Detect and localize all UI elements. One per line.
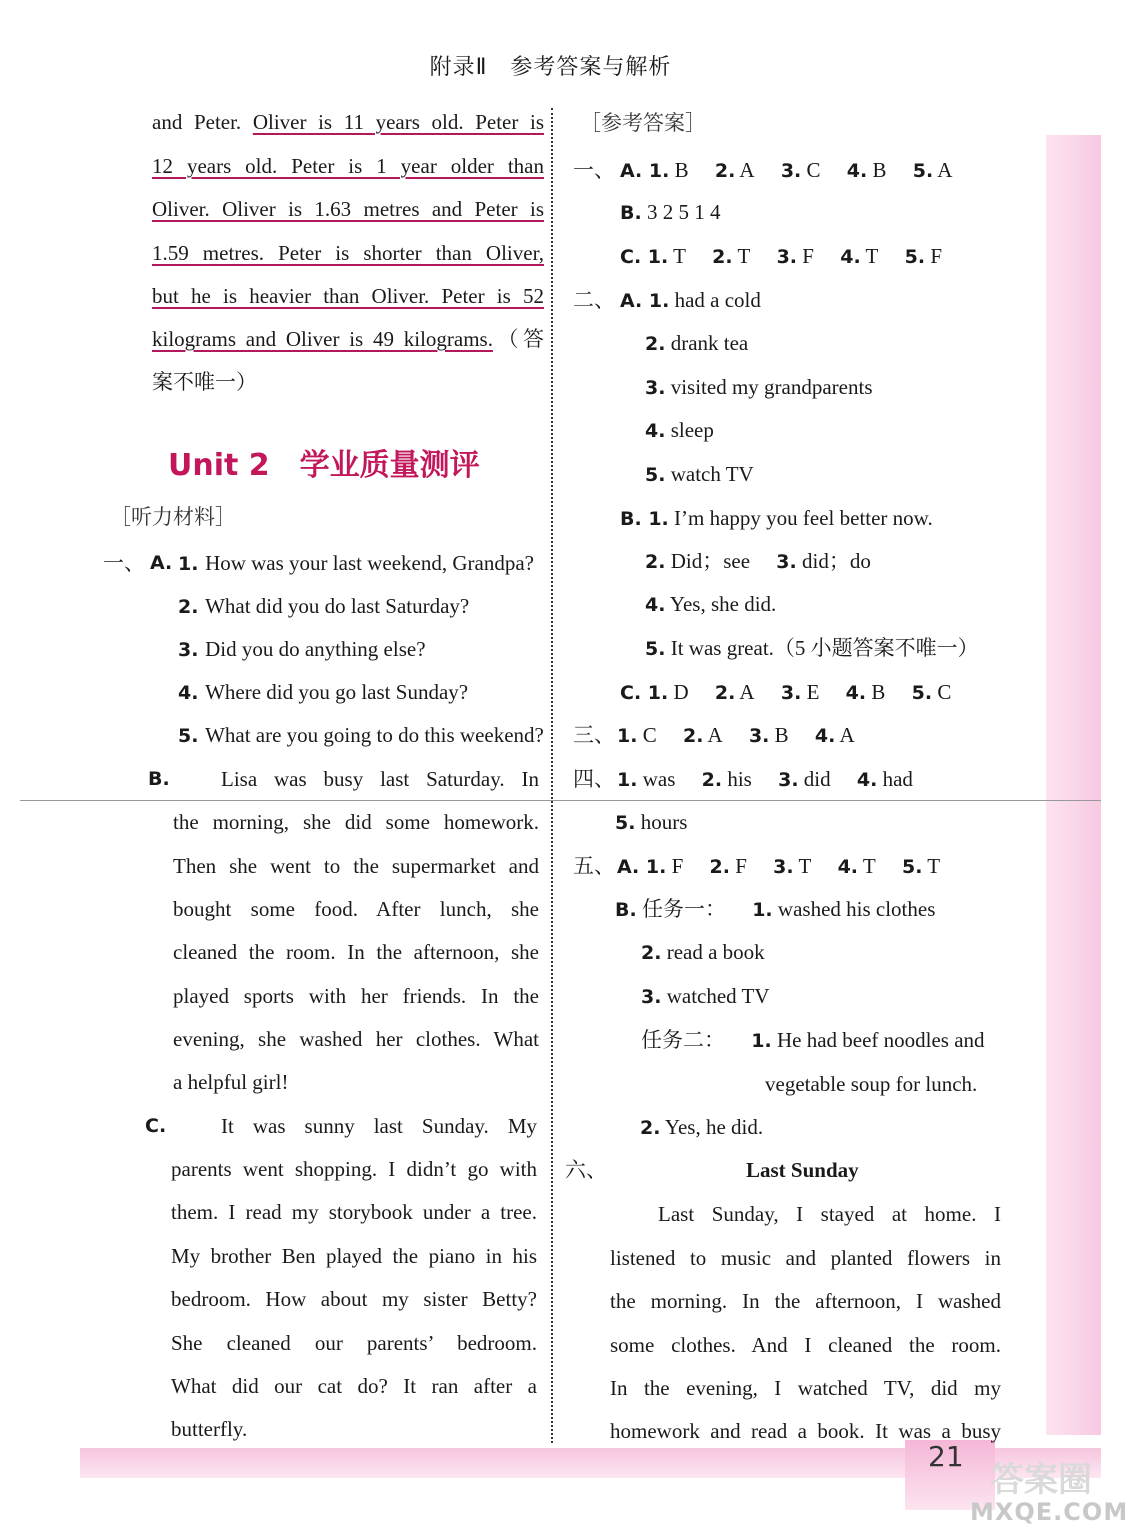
answer-value: watched TV	[661, 984, 770, 1008]
item-text: Did you do anything else?	[205, 637, 426, 661]
answer-value: A	[933, 158, 953, 182]
answer-number: 5.	[912, 160, 934, 182]
item-number: 2.	[178, 596, 206, 618]
section-label: 四、	[573, 767, 615, 791]
answer-gap	[675, 767, 701, 791]
answer-value: A	[703, 723, 723, 747]
answer-row	[617, 720, 855, 751]
essay-line: In the evening, I watched TV, did my	[610, 1376, 1001, 1400]
answer-number: 5.	[901, 856, 923, 878]
paragraph-line	[152, 194, 544, 224]
answer-value: F	[797, 244, 814, 268]
answer-number: 5.	[645, 464, 666, 486]
answer-row	[620, 503, 933, 534]
answer-row	[765, 1069, 977, 1099]
unit-subtitle: 学业质量测评	[299, 448, 480, 483]
answer-gap	[689, 680, 715, 704]
item-number: 3.	[178, 639, 206, 661]
answer-row	[645, 328, 748, 359]
answer-gap	[887, 158, 913, 182]
answer-row	[620, 241, 942, 272]
answer-gap	[814, 244, 840, 268]
answer-gap	[755, 158, 781, 182]
answer-number: A. 1.	[617, 856, 667, 878]
answer-row	[645, 546, 871, 577]
answer-number: 3.	[773, 856, 794, 878]
item-text: How was your last weekend, Grandpa?	[205, 551, 534, 575]
essay-line: some clothes. And I cleaned the room.	[610, 1333, 1001, 1357]
answer-number: 1.	[751, 1030, 772, 1052]
answer-gap	[755, 680, 781, 704]
answer-gap	[686, 244, 712, 268]
answer-number: 1.	[617, 769, 638, 791]
answer-value: C	[801, 158, 821, 182]
answer-number: 3.	[748, 725, 770, 747]
part-c-label: C.	[145, 1115, 167, 1137]
passage-c-line: It was sunny last Sunday. My	[221, 1114, 537, 1138]
answer-value: A	[735, 158, 755, 182]
answer-value: T	[668, 244, 686, 268]
answer-gap	[821, 158, 847, 182]
answer-row	[645, 459, 754, 490]
passage-c-line: parents went shopping. I didn’t go with	[171, 1157, 537, 1181]
answer-value: had a cold	[669, 288, 761, 312]
answer-number: B.	[615, 899, 637, 921]
answer-number: 1.	[617, 725, 638, 747]
item-text: What are you going to do this weekend?	[205, 723, 544, 747]
section-label: 五、	[573, 854, 615, 878]
answer-value: 3 2 5 1 4	[641, 200, 721, 224]
answer-number: C. 1.	[620, 682, 669, 704]
answer-number: 4.	[837, 856, 859, 878]
underlined-answer: kilograms and Oliver is 49 kilograms.	[152, 327, 493, 351]
answer-number: C. 1.	[620, 246, 669, 268]
passage-b-line: a helpful girl!	[173, 1070, 289, 1094]
answer-gap	[811, 854, 837, 878]
answer-gap	[878, 244, 904, 268]
item-text: Where did you go last Sunday?	[205, 680, 469, 704]
answer-value: B	[669, 158, 689, 182]
paragraph-line	[152, 367, 257, 397]
underlined-answer: Oliver is 11 years old. Peter is	[252, 110, 544, 134]
passage-c-line: butterfly.	[171, 1417, 248, 1441]
page-edge-decoration	[1046, 135, 1101, 1435]
passage-c-line: What did our cat do? It ran after a	[171, 1374, 537, 1398]
answer-number: 3.	[776, 551, 797, 573]
answer-value: did；do	[796, 549, 871, 573]
listening-item	[178, 634, 426, 665]
answer-number: 5.	[904, 246, 926, 268]
answer-row	[620, 155, 952, 186]
answer-number: 3.	[778, 769, 799, 791]
answer-number: 2.	[712, 246, 733, 268]
answer-gap	[725, 1028, 751, 1052]
answer-value: A	[835, 723, 855, 747]
underlined-answer: 1.59 metres. Peter is shorter than Oliver,	[152, 241, 544, 265]
essay-title: Last Sunday	[746, 1158, 859, 1182]
answer-value: hours	[635, 810, 688, 834]
answer-row	[641, 981, 770, 1012]
section-label: 一、	[573, 158, 615, 182]
answer-number: 5.	[615, 812, 636, 834]
answer-value: watch TV	[665, 462, 754, 486]
answer-number: 4.	[645, 420, 666, 442]
answer-gap	[683, 854, 709, 878]
answer-number: B. 1.	[620, 508, 669, 530]
answer-number: 4.	[840, 246, 861, 268]
answer-value: B	[769, 723, 789, 747]
passage-b-line: played sports with her friends. In the	[173, 984, 539, 1008]
answer-value: F	[925, 244, 943, 268]
answer-gap	[885, 680, 911, 704]
watermark-url: MXQE.COM	[970, 1498, 1128, 1526]
answer-value: vegetable soup for lunch.	[765, 1072, 978, 1096]
answer-gap	[752, 767, 778, 791]
answer-number: 2.	[641, 942, 662, 964]
answer-value: washed his clothes	[772, 897, 936, 921]
answer-value: drank tea	[665, 331, 749, 355]
answer-gap	[747, 854, 773, 878]
answer-row	[615, 807, 687, 838]
answer-row	[617, 764, 913, 795]
answer-gap	[876, 854, 902, 878]
answer-value: 任务一：	[636, 897, 726, 921]
answer-value: F	[666, 854, 684, 878]
answer-row	[645, 633, 979, 664]
answer-number: 2.	[714, 160, 736, 182]
answer-row	[641, 937, 765, 968]
page-header: 附录Ⅱ 参考答案与解析	[429, 55, 672, 80]
passage-c-line: bedroom. How about my sister Betty?	[171, 1287, 537, 1311]
answer-number: 3.	[641, 986, 662, 1008]
answer-gap	[723, 723, 749, 747]
answer-gap	[726, 897, 752, 921]
answer-value: 任务二：	[641, 1028, 725, 1052]
section-one-label: 一、	[103, 551, 145, 575]
answer-value: E	[801, 680, 820, 704]
answer-number: 2.	[701, 769, 723, 791]
underlined-answer: 12 years old. Peter is 1 year older than	[152, 154, 544, 178]
answer-number: B.	[620, 202, 642, 224]
answer-value: He had beef noodles and	[771, 1028, 985, 1052]
answer-row	[615, 894, 935, 925]
answer-number: 2.	[714, 682, 736, 704]
listening-item	[178, 720, 544, 751]
passage-c-line: My brother Ben played the piano in his	[171, 1244, 537, 1268]
answer-value: B	[867, 158, 887, 182]
answer-gap	[689, 158, 715, 182]
answer-number: 3.	[780, 160, 802, 182]
underlined-answer: Oliver. Oliver is 1.63 metres and Peter is	[152, 197, 544, 221]
answer-number: 4.	[814, 725, 836, 747]
answer-row	[620, 197, 720, 228]
answer-number: 4.	[645, 594, 666, 616]
item-number: 1.	[178, 553, 206, 575]
section-label: 三、	[573, 723, 615, 747]
passage-b-line: the morning, she did some homework.	[173, 810, 539, 834]
passage-b-line: Then she went to the supermarket and	[173, 854, 539, 878]
paragraph-line	[152, 281, 544, 311]
answer-value: A	[735, 680, 755, 704]
paragraph-line	[152, 324, 544, 354]
answer-value: T	[793, 854, 812, 878]
paragraph-text: and Peter.	[152, 110, 253, 134]
answer-gap	[831, 767, 857, 791]
answer-number: 1.	[752, 899, 773, 921]
fold-line	[20, 800, 1101, 801]
answer-gap	[819, 680, 845, 704]
page-number: 21	[928, 1440, 964, 1473]
paragraph-line	[152, 151, 544, 181]
item-text: What did you do last Saturday?	[205, 594, 470, 618]
listening-item	[178, 548, 534, 579]
answer-gap	[750, 244, 776, 268]
answer-value: did	[798, 767, 831, 791]
essay-line: the morning. In the afternoon, I washed	[610, 1289, 1001, 1313]
unit-number: Unit 2	[168, 448, 270, 483]
part-b-label: B.	[148, 768, 170, 790]
answer-row	[620, 677, 951, 708]
paragraph-text: 案不唯一）	[152, 370, 257, 394]
answer-number: 5.	[911, 682, 933, 704]
answer-number: 2.	[645, 551, 666, 573]
answer-value: Yes, she did.	[665, 592, 777, 616]
reference-answer-tag: ［参考答案］	[580, 111, 706, 135]
paragraph-line	[152, 238, 544, 268]
answer-value: read a book	[661, 940, 765, 964]
answer-value: D	[668, 680, 689, 704]
answer-value: It was great.（5 小题答案不唯一）	[665, 636, 979, 660]
answer-row	[645, 589, 776, 620]
answer-number: 3.	[645, 377, 666, 399]
answer-number: 5.	[645, 638, 666, 660]
answer-row	[620, 285, 761, 316]
answer-row	[645, 415, 714, 446]
passage-b-line: evening, she washed her clothes. What	[173, 1027, 539, 1051]
listening-material-tag: ［听力材料］	[110, 505, 236, 529]
paragraph-text: （答	[492, 327, 544, 351]
answer-row	[641, 1025, 985, 1056]
answer-number: 2.	[640, 1117, 661, 1139]
answer-number: 4.	[845, 682, 867, 704]
answer-number: 4.	[846, 160, 868, 182]
underlined-answer: but he is heavier than Oliver. Peter is 52	[152, 284, 544, 308]
answer-value: Did；see	[665, 549, 751, 573]
answer-value: visited my grandparents	[665, 375, 873, 399]
section-label: 二、	[573, 288, 615, 312]
item-number: 4.	[178, 682, 206, 704]
answer-value: B	[866, 680, 886, 704]
listening-item	[178, 591, 469, 622]
answer-number: 2.	[682, 725, 704, 747]
section-six-label: 六、	[565, 1158, 607, 1182]
answer-value: T	[860, 244, 879, 268]
answer-value: had	[877, 767, 913, 791]
essay-line: homework and read a book. It was a busy	[610, 1419, 1001, 1443]
answer-value: F	[729, 854, 747, 878]
passage-c-line: She cleaned our parents’ bedroom.	[171, 1331, 537, 1355]
answer-value: was	[637, 767, 676, 791]
paragraph-line	[152, 107, 544, 137]
essay-line: Last Sunday, I stayed at home. I	[658, 1202, 1001, 1226]
answer-number: 2.	[645, 333, 666, 355]
answer-value: T	[922, 854, 941, 878]
passage-b-line: cleaned the room. In the afternoon, she	[173, 940, 539, 964]
answer-gap	[789, 723, 815, 747]
passage-c-line: them. I read my storybook under a tree.	[171, 1200, 537, 1224]
answer-value: T	[858, 854, 876, 878]
answer-number: A. 1.	[620, 160, 670, 182]
essay-line: listened to music and planted flowers in	[610, 1246, 1001, 1270]
answer-number: A. 1.	[620, 290, 670, 312]
answer-value: C	[932, 680, 952, 704]
answer-value: T	[732, 244, 751, 268]
passage-b-line: bought some food. After lunch, she	[173, 897, 539, 921]
answer-value: I’m happy you feel better now.	[668, 506, 933, 530]
answer-value: C	[637, 723, 657, 747]
watermark-logo: 答案圈	[990, 1460, 1092, 1500]
part-a-label: A.	[150, 552, 173, 574]
answer-row	[617, 851, 940, 882]
answer-number: 2.	[709, 856, 730, 878]
answer-value: sleep	[665, 418, 714, 442]
item-number: 5.	[178, 725, 206, 747]
answer-value: Yes, he did.	[660, 1115, 764, 1139]
answer-number: 3.	[780, 682, 802, 704]
answer-number: 4.	[856, 769, 878, 791]
answer-row	[645, 372, 873, 403]
answer-number: 3.	[776, 246, 798, 268]
listening-item	[178, 677, 468, 708]
column-divider	[551, 108, 553, 1443]
answer-value: his	[722, 767, 752, 791]
passage-b-line: Lisa was busy last Saturday. In	[221, 767, 539, 791]
unit-title	[168, 440, 480, 484]
answer-gap	[657, 723, 683, 747]
answer-gap	[750, 549, 776, 573]
answer-row	[640, 1112, 763, 1143]
